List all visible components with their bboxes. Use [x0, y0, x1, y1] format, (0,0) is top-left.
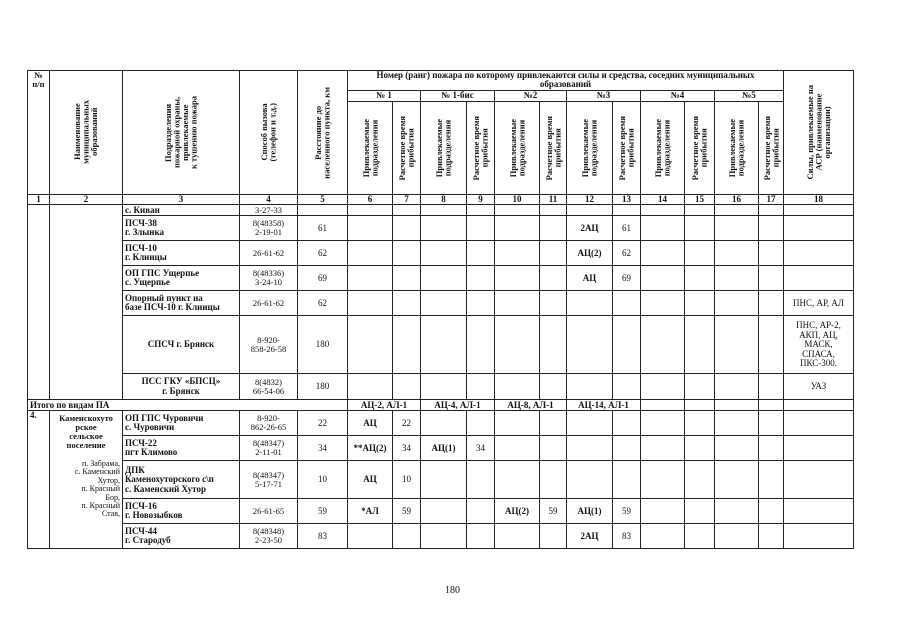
- cell-no-empty: [28, 205, 50, 400]
- totals-empty: [641, 400, 685, 411]
- rank1-time: [393, 216, 421, 241]
- column-number: 2: [50, 194, 123, 204]
- rank3-units: АЦ(1): [567, 499, 613, 524]
- header-sub-time: Расчетное время прибытия: [685, 101, 715, 194]
- rank3-units: [567, 316, 613, 374]
- rank4-time: [685, 216, 715, 241]
- rank1-units: **АЦ(2): [348, 436, 393, 461]
- rank1-units: *АЛ: [348, 499, 393, 524]
- rank5-units: [715, 436, 759, 461]
- call-method: 8(48348) 2-23-50: [240, 524, 298, 549]
- rank2-time: [540, 436, 567, 461]
- rank4-time: [685, 266, 715, 291]
- asr-forces: [784, 216, 854, 241]
- rank1bis-units: [421, 266, 467, 291]
- rank1-time: 59: [393, 499, 421, 524]
- column-number: 4: [240, 194, 298, 204]
- header-sub-units: Привлекаемые подразделения: [715, 101, 759, 194]
- header-no: № п/п: [28, 71, 50, 195]
- header-rank-group: Номер (ранг) пожара по которому привлекаются силы и средства, соседних муниципальных образований: [348, 71, 784, 91]
- rank4-time: [685, 241, 715, 266]
- call-method: 8(48358) 2-19-01: [240, 216, 298, 241]
- header-sub-time: Расчетное время прибытия: [540, 101, 567, 194]
- rank3-units: АЦ: [567, 266, 613, 291]
- rank2-time: [540, 316, 567, 374]
- distance: 59: [298, 499, 348, 524]
- rank1bis-units: [421, 205, 467, 216]
- distance: 61: [298, 216, 348, 241]
- rank5-units: [715, 205, 759, 216]
- rank4-units: [641, 241, 685, 266]
- unit-name: с. Киван: [123, 205, 240, 216]
- header-rank-1: № 1: [348, 90, 421, 101]
- column-number: 11: [540, 194, 567, 204]
- rank2-time: [540, 241, 567, 266]
- unit-name: Опорный пункт на базе ПСЧ-10 г. Клинцы: [123, 291, 240, 316]
- header-rank-4: №4: [641, 90, 715, 101]
- rank3-time: [613, 205, 641, 216]
- header-distance: Расстояние до населенного пункта, км: [298, 71, 348, 195]
- municipality-name: Каменскохуто рское сельское поселение: [59, 413, 113, 451]
- distance: 62: [298, 241, 348, 266]
- rank1bis-time: [467, 241, 495, 266]
- column-number: 1: [28, 194, 50, 204]
- column-number: 9: [467, 194, 495, 204]
- rank4-units: [641, 436, 685, 461]
- rank1bis-units: [421, 241, 467, 266]
- unit-name: ПСЧ-10 г. Клинцы: [123, 241, 240, 266]
- rank3-time: [613, 374, 641, 400]
- asr-forces: [784, 266, 854, 291]
- call-method: 26-61-65: [240, 499, 298, 524]
- rank1-units: [348, 316, 393, 374]
- rank3-units: 2АЦ: [567, 216, 613, 241]
- header-sub-units: Привлекаемые подразделения: [567, 101, 613, 194]
- rank1bis-time: [467, 499, 495, 524]
- totals-rank3: АЦ-14, АЛ-1: [567, 400, 641, 411]
- column-number: 16: [715, 194, 759, 204]
- unit-name: ПСЧ-16 г. Новозыбков: [123, 499, 240, 524]
- rank4-units: [641, 374, 685, 400]
- rank2-time: [540, 205, 567, 216]
- table-row: [28, 291, 854, 316]
- rank2-time: [540, 216, 567, 241]
- rank1bis-units: [421, 461, 467, 499]
- header-sub-units: Привлекаемые подразделения: [348, 101, 393, 194]
- rank5-units: [715, 499, 759, 524]
- column-number: 14: [641, 194, 685, 204]
- rank2-units: [495, 436, 540, 461]
- rank5-units: [715, 461, 759, 499]
- call-method: 3-27-33: [240, 205, 298, 216]
- rank1bis-time: [467, 411, 495, 436]
- distance: 69: [298, 266, 348, 291]
- totals-rank2: АЦ-8, АЛ-1: [495, 400, 567, 411]
- rank1-time: [393, 291, 421, 316]
- rank1-time: [393, 374, 421, 400]
- header-call-method: Способ вызова (телефон и т.д.): [240, 71, 298, 195]
- table-row: [28, 205, 854, 216]
- rank2-units: [495, 461, 540, 499]
- rank1-units: АЦ: [348, 461, 393, 499]
- rank1bis-time: [467, 216, 495, 241]
- column-number: 15: [685, 194, 715, 204]
- header-sub-units: Привлекаемые подразделения: [421, 101, 467, 194]
- rank1bis-time: [467, 524, 495, 549]
- rank4-time: [685, 374, 715, 400]
- rank4-time: [685, 461, 715, 499]
- unit-name: ПСС ГКУ «БПСЦ» г. Брянск: [123, 374, 240, 400]
- column-numbers-row: [28, 194, 854, 204]
- rank2-units: [495, 291, 540, 316]
- rank4-units: [641, 291, 685, 316]
- rank1bis-time: 34: [467, 436, 495, 461]
- unit-name: ОП ГПС Чуровичи с. Чуровичи: [123, 411, 240, 436]
- call-method: 8(48347) 2-11-01: [240, 436, 298, 461]
- rank2-time: [540, 266, 567, 291]
- rank2-units: [495, 241, 540, 266]
- rank1bis-units: [421, 316, 467, 374]
- asr-forces: УАЗ: [784, 374, 854, 400]
- rank1bis-time: [467, 266, 495, 291]
- rank4-units: [641, 316, 685, 374]
- row-number: 4.: [28, 411, 50, 549]
- rank1-time: 10: [393, 461, 421, 499]
- rank5-time: [759, 461, 784, 499]
- rank4-time: [685, 205, 715, 216]
- rank1bis-time: [467, 316, 495, 374]
- header-rank-3: №3: [567, 90, 641, 101]
- rank1bis-units: АЦ(1): [421, 436, 467, 461]
- municipality-cell: [50, 411, 123, 549]
- rank4-units: [641, 524, 685, 549]
- rank5-units: [715, 411, 759, 436]
- totals-empty: [759, 400, 784, 411]
- column-number: 6: [348, 194, 393, 204]
- header-rank-5: №5: [715, 90, 784, 101]
- rank2-time: [540, 291, 567, 316]
- rank4-time: [685, 316, 715, 374]
- rank1-units: [348, 241, 393, 266]
- rank1-time: [393, 524, 421, 549]
- rank4-time: [685, 499, 715, 524]
- rank1-time: 22: [393, 411, 421, 436]
- unit-name: ДПК Каменохуторского с\п с. Каменский Хутор: [123, 461, 240, 499]
- rank5-time: [759, 216, 784, 241]
- rank5-time: [759, 411, 784, 436]
- rank5-time: [759, 266, 784, 291]
- header-sub-time: Расчетное время прибытия: [393, 101, 421, 194]
- rank2-units: [495, 411, 540, 436]
- call-method: 26-61-62: [240, 291, 298, 316]
- asr-forces: [784, 461, 854, 499]
- rank3-time: [613, 461, 641, 499]
- distance: 62: [298, 291, 348, 316]
- rank4-time: [685, 411, 715, 436]
- distance: 180: [298, 316, 348, 374]
- rank5-units: [715, 216, 759, 241]
- distance: 34: [298, 436, 348, 461]
- rank5-time: [759, 374, 784, 400]
- asr-forces: [784, 411, 854, 436]
- rank2-units: АЦ(2): [495, 499, 540, 524]
- rank5-units: [715, 291, 759, 316]
- distance: 83: [298, 524, 348, 549]
- header-rank-1bis: № 1-бис: [421, 90, 495, 101]
- rank3-time: 69: [613, 266, 641, 291]
- header-sub-time: Расчетное время прибытия: [613, 101, 641, 194]
- asr-forces: [784, 499, 854, 524]
- rank2-time: 59: [540, 499, 567, 524]
- header-rank-2: №2: [495, 90, 567, 101]
- rank1-time: [393, 316, 421, 374]
- rank5-units: [715, 374, 759, 400]
- column-number: 5: [298, 194, 348, 204]
- rank1-units: [348, 205, 393, 216]
- rank2-time: [540, 411, 567, 436]
- header-asr: Силы, привлекаемые на АСР (наименование организации): [784, 71, 854, 195]
- table-row: [28, 241, 854, 266]
- rank1bis-time: [467, 461, 495, 499]
- totals-rank1bis: АЦ-4, АЛ-1: [421, 400, 495, 411]
- rank2-units: [495, 216, 540, 241]
- totals-row: [28, 400, 854, 411]
- rank5-time: [759, 241, 784, 266]
- rank5-units: [715, 316, 759, 374]
- rank1-units: [348, 216, 393, 241]
- asr-forces: ПНС, АР, АЛ: [784, 291, 854, 316]
- column-number: 17: [759, 194, 784, 204]
- rank5-units: [715, 266, 759, 291]
- table-row: [28, 461, 854, 499]
- rank1-time: [393, 205, 421, 216]
- asr-forces: [784, 524, 854, 549]
- rank5-units: [715, 241, 759, 266]
- table-row: [28, 374, 854, 400]
- rank1bis-time: [467, 205, 495, 216]
- table-row: [28, 524, 854, 549]
- table-row: [28, 436, 854, 461]
- totals-empty: [685, 400, 715, 411]
- asr-forces: [784, 436, 854, 461]
- rank4-units: [641, 266, 685, 291]
- rank1bis-units: [421, 524, 467, 549]
- rank3-units: АЦ(2): [567, 241, 613, 266]
- rank4-time: [685, 524, 715, 549]
- call-method: 8(4832) 66-54-06: [240, 374, 298, 400]
- rank3-time: 62: [613, 241, 641, 266]
- rank1-time: [393, 241, 421, 266]
- rank3-time: 61: [613, 216, 641, 241]
- distance: 22: [298, 411, 348, 436]
- header-units: Подразделения пожарной охраны, привлекаемые к тушению пожара: [123, 71, 240, 195]
- column-number: 18: [784, 194, 854, 204]
- rank1bis-units: [421, 499, 467, 524]
- table-row: [28, 266, 854, 291]
- call-method: 8(48347) 5-17-71: [240, 461, 298, 499]
- totals-empty: [784, 400, 854, 411]
- column-number: 7: [393, 194, 421, 204]
- rank1bis-units: [421, 374, 467, 400]
- rank3-units: [567, 374, 613, 400]
- column-number: 10: [495, 194, 540, 204]
- unit-name: ПСЧ-38 г. Злынка: [123, 216, 240, 241]
- rank2-time: [540, 461, 567, 499]
- rank5-time: [759, 499, 784, 524]
- rank1-units: [348, 374, 393, 400]
- rank3-units: 2АЦ: [567, 524, 613, 549]
- rank2-units: [495, 205, 540, 216]
- rank4-time: [685, 436, 715, 461]
- rank3-time: [613, 291, 641, 316]
- fire-forces-table: [27, 70, 854, 549]
- rank3-units: [567, 461, 613, 499]
- page-number: 180: [445, 585, 460, 596]
- rank1-time: 34: [393, 436, 421, 461]
- rank1bis-units: [421, 411, 467, 436]
- rank1-time: [393, 266, 421, 291]
- rank1-units: [348, 291, 393, 316]
- table-row: [28, 411, 854, 436]
- header-sub-time: Расчетное время прибытия: [759, 101, 784, 194]
- rank1-units: [348, 266, 393, 291]
- column-number: 8: [421, 194, 467, 204]
- distance: 180: [298, 374, 348, 400]
- rank3-units: [567, 205, 613, 216]
- header-sub-units: Привлекаемые подразделения: [495, 101, 540, 194]
- rank1bis-units: [421, 216, 467, 241]
- rank1bis-units: [421, 291, 467, 316]
- column-number: 12: [567, 194, 613, 204]
- unit-name: ОП ГПС Ущерпье с. Ущерпье: [123, 266, 240, 291]
- asr-forces: ПНС, АР-2, АКП, АЦ, МАСК, СПАСА, ПКС-300.: [784, 316, 854, 374]
- asr-forces: [784, 241, 854, 266]
- table-row: [28, 499, 854, 524]
- rank3-time: [613, 411, 641, 436]
- unit-name: СПСЧ г. Брянск: [123, 316, 240, 374]
- unit-name: ПСЧ-22 пгт Климово: [123, 436, 240, 461]
- rank1bis-time: [467, 291, 495, 316]
- rank5-time: [759, 205, 784, 216]
- rank1-units: [348, 524, 393, 549]
- rank4-units: [641, 411, 685, 436]
- rank3-units: [567, 436, 613, 461]
- rank2-time: [540, 374, 567, 400]
- rank1bis-time: [467, 374, 495, 400]
- rank5-time: [759, 436, 784, 461]
- distance: [298, 205, 348, 216]
- column-number: 13: [613, 194, 641, 204]
- rank4-units: [641, 461, 685, 499]
- rank2-units: [495, 374, 540, 400]
- totals-label: Итого по видам ПА: [28, 400, 348, 411]
- rank3-time: 59: [613, 499, 641, 524]
- asr-forces: [784, 205, 854, 216]
- distance: 10: [298, 461, 348, 499]
- call-method: 8(48336) 3-24-10: [240, 266, 298, 291]
- table-row: [28, 216, 854, 241]
- column-number: 3: [123, 194, 240, 204]
- rank5-units: [715, 524, 759, 549]
- municipality-places: п. Забрама, с. Каменский Хутор, п. Красный Бор, п. Красный Став,: [74, 459, 120, 519]
- rank4-units: [641, 216, 685, 241]
- rank3-units: [567, 291, 613, 316]
- rank3-time: [613, 316, 641, 374]
- rank1-units: АЦ: [348, 411, 393, 436]
- rank2-units: [495, 524, 540, 549]
- unit-name: ПСЧ-44 г. Стародуб: [123, 524, 240, 549]
- rank5-time: [759, 524, 784, 549]
- header-sub-time: Расчетное время прибытия: [467, 101, 495, 194]
- rank4-units: [641, 205, 685, 216]
- rank4-units: [641, 499, 685, 524]
- rank3-time: 83: [613, 524, 641, 549]
- call-method: 26-61-62: [240, 241, 298, 266]
- call-method: 8-920- 858-26-58: [240, 316, 298, 374]
- rank2-units: [495, 266, 540, 291]
- call-method: 8-920- 862-26-65: [240, 411, 298, 436]
- totals-empty: [715, 400, 759, 411]
- header-sub-units: Привлекаемые подразделения: [641, 101, 685, 194]
- rank2-time: [540, 524, 567, 549]
- rank4-time: [685, 291, 715, 316]
- totals-rank1: АЦ-2, АЛ-1: [348, 400, 421, 411]
- rank3-time: [613, 436, 641, 461]
- header-municipality: Наименование муниципальных образований: [50, 71, 123, 195]
- rank2-units: [495, 316, 540, 374]
- rank5-time: [759, 291, 784, 316]
- table-row: [28, 316, 854, 374]
- cell-municipality-empty: [50, 205, 123, 400]
- rank5-time: [759, 316, 784, 374]
- rank3-units: [567, 411, 613, 436]
